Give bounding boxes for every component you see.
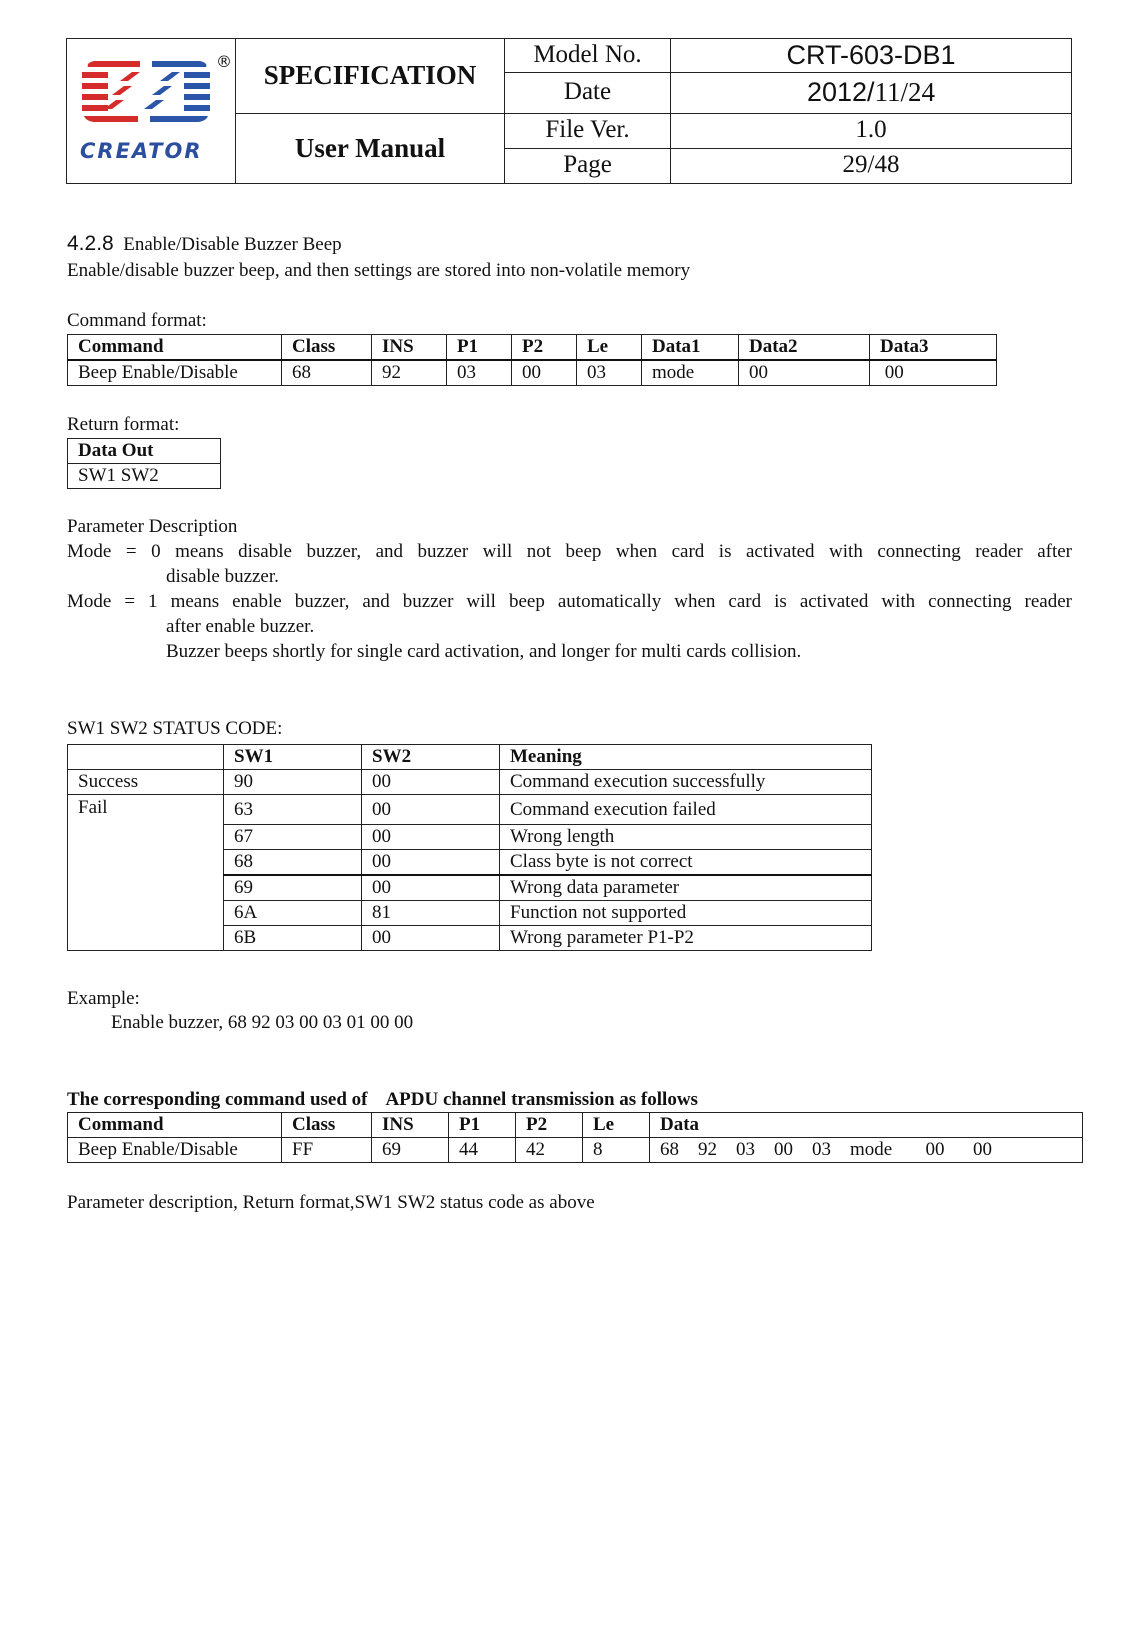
table-row (68, 1138, 1083, 1163)
manual-title: User Manual (236, 113, 505, 184)
sw2-cell: 00 (362, 850, 500, 876)
table-row (68, 360, 997, 386)
header-cell: Data1 (642, 335, 739, 361)
header-cell: Data2 (739, 335, 870, 361)
sw2-cell: 00 (362, 926, 500, 951)
cell: 92 (372, 360, 447, 386)
mode0-line1: Mode = 0 means disable buzzer, and buzzer will not beep when card is activated with connecting reader after (67, 541, 1072, 562)
cell: FF (282, 1138, 372, 1163)
header-cell: Class (282, 335, 372, 361)
header-cell: Command (68, 1113, 282, 1138)
cell: 00 (870, 360, 997, 386)
status-code-table (67, 744, 872, 951)
cell: 68 (282, 360, 372, 386)
header-cell: INS (372, 335, 447, 361)
sw2-cell: 00 (362, 825, 500, 850)
cell: SW1 SW2 (68, 464, 221, 489)
mode0-line2: disable buzzer. (166, 566, 279, 587)
mode1-line2: after enable buzzer. (166, 616, 315, 637)
cell: 00 (739, 360, 870, 386)
footer-note: Parameter description, Return format,SW1 SW2 status code as above (67, 1192, 595, 1213)
command-format-table (67, 334, 997, 386)
sw2-cell: 00 (362, 770, 500, 795)
sw1-cell: 6A (224, 901, 362, 926)
header-cell: SW2 (362, 745, 500, 770)
meaning-cell: Wrong parameter P1-P2 (500, 926, 872, 951)
cell: 03 (577, 360, 642, 386)
model-value: CRT-603-DB1 (671, 39, 1072, 73)
cell: 8 (583, 1138, 650, 1163)
meaning-cell: Function not supported (500, 901, 872, 926)
header-cell: Data3 (870, 335, 997, 361)
apdu-command-table (67, 1112, 1083, 1163)
return-format-label: Return format: (67, 414, 180, 435)
command-format-label: Command format: (67, 310, 207, 331)
cell: mode (642, 360, 739, 386)
table-header-row (68, 335, 997, 361)
creator-logo-icon (76, 57, 216, 137)
table-header-row (68, 745, 872, 770)
status-type: Fail (68, 795, 224, 951)
table-row (68, 795, 872, 825)
filever-value: 1.0 (671, 113, 1072, 148)
sw1-cell: 69 (224, 875, 362, 901)
filever-label: File Ver. (505, 113, 671, 148)
sw2-cell: 00 (362, 795, 500, 825)
date-value (671, 73, 1072, 113)
sw1-cell: 67 (224, 825, 362, 850)
sw1-cell: 6B (224, 926, 362, 951)
creator-logo (76, 51, 232, 171)
table-row (68, 464, 221, 489)
logo-cell (67, 39, 236, 184)
header-cell: INS (372, 1113, 449, 1138)
logo-brand-text: CREATOR (80, 138, 203, 163)
section-title: Enable/Disable Buzzer Beep (123, 234, 342, 255)
table-header-row (68, 439, 221, 464)
cell: 03 (447, 360, 512, 386)
section-heading (67, 232, 342, 256)
cell: Beep Enable/Disable (68, 1138, 282, 1163)
registered-mark: ® (216, 52, 232, 71)
return-format-table (67, 438, 221, 489)
cell: 44 (449, 1138, 516, 1163)
header-cell: P2 (516, 1113, 583, 1138)
date-label: Date (505, 73, 671, 113)
header-cell: Data Out (68, 439, 221, 464)
example-text: Enable buzzer, 68 92 03 00 03 01 00 00 (111, 1012, 414, 1033)
table-row (68, 770, 872, 795)
sw1-cell: 68 (224, 850, 362, 876)
mode1-line3: Buzzer beeps shortly for single card activation, and longer for multi cards collision. (166, 641, 802, 662)
cell: 42 (516, 1138, 583, 1163)
spec-title: SPECIFICATION (236, 39, 505, 114)
sw2-cell: 00 (362, 875, 500, 901)
header-cell: Le (577, 335, 642, 361)
parameter-description-label: Parameter Description (67, 516, 238, 537)
meaning-cell: Command execution successfully (500, 770, 872, 795)
date-month-day: 11/24 (874, 77, 936, 108)
status-code-label: SW1 SW2 STATUS CODE: (67, 718, 283, 739)
sw1-cell: 90 (224, 770, 362, 795)
meaning-cell: Wrong length (500, 825, 872, 850)
mode1-line1: Mode = 1 means enable buzzer, and buzzer will beep automatically when card is activated with connecting reader (67, 591, 1072, 612)
meaning-cell: Wrong data parameter (500, 875, 872, 901)
example-label: Example: (67, 988, 140, 1009)
header-cell: Class (282, 1113, 372, 1138)
section-description: Enable/disable buzzer beep, and then settings are stored into non-volatile memory (67, 260, 691, 281)
cell: 68 92 03 00 03 mode 00 00 (650, 1138, 1083, 1163)
page-label: Page (505, 148, 671, 183)
header-cell: Data (650, 1113, 1083, 1138)
header-cell: P1 (449, 1113, 516, 1138)
sw2-cell: 81 (362, 901, 500, 926)
section-number: 4.2.8 (67, 232, 114, 255)
date-year: 2012/ (806, 77, 875, 108)
header-cell: Le (583, 1113, 650, 1138)
meaning-cell: Class byte is not correct (500, 850, 872, 876)
apdu-heading: The corresponding command used of APDU channel transmission as follows (67, 1089, 698, 1110)
cell: 00 (512, 360, 577, 386)
cell: Beep Enable/Disable (68, 360, 282, 386)
header-cell: Command (68, 335, 282, 361)
header-cell: SW1 (224, 745, 362, 770)
meaning-cell: Command execution failed (500, 795, 872, 825)
model-label: Model No. (505, 39, 671, 73)
header-cell: P1 (447, 335, 512, 361)
header-cell (68, 745, 224, 770)
header-cell: Meaning (500, 745, 872, 770)
page-value: 29/48 (671, 148, 1072, 183)
table-header-row (68, 1113, 1083, 1138)
document-header (66, 38, 1072, 184)
status-type: Success (68, 770, 224, 795)
header-cell: P2 (512, 335, 577, 361)
sw1-cell: 63 (224, 795, 362, 825)
cell: 69 (372, 1138, 449, 1163)
